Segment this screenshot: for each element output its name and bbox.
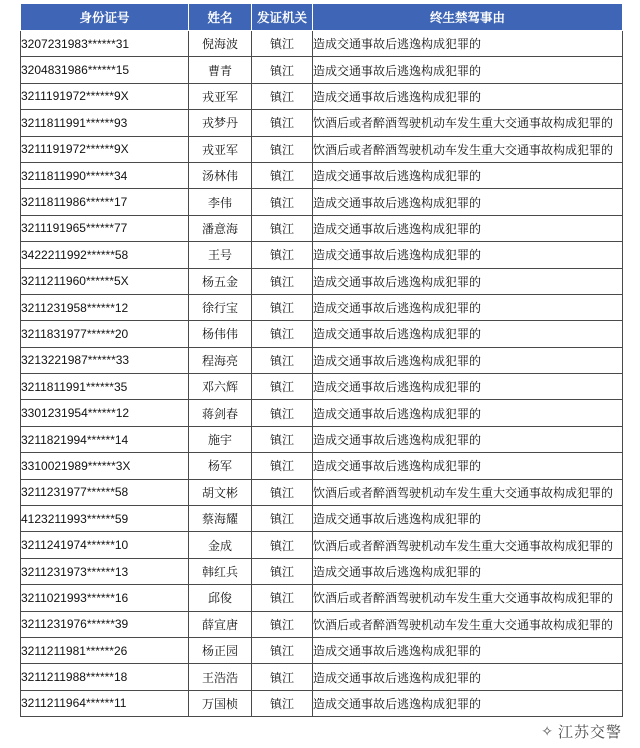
cell-reason: 造成交通事故后逃逸构成犯罪的 <box>313 637 623 663</box>
cell-name: 李伟 <box>189 189 252 215</box>
cell-name: 戎梦丹 <box>189 110 252 136</box>
cell-name: 程海亮 <box>189 347 252 373</box>
table-row <box>21 426 623 452</box>
cell-name: 邱俊 <box>189 585 252 611</box>
cell-org: 镇江 <box>252 532 313 558</box>
table-row <box>21 162 623 188</box>
table-row <box>21 268 623 294</box>
cell-org: 镇江 <box>252 294 313 320</box>
table-header <box>21 4 623 31</box>
table-row <box>21 664 623 690</box>
header-reason: 终生禁驾事由 <box>313 4 623 31</box>
table-row <box>21 690 623 716</box>
cell-org: 镇江 <box>252 347 313 373</box>
cell-reason: 造成交通事故后逃逸构成犯罪的 <box>313 268 623 294</box>
cell-id: 3211231958******12 <box>21 294 189 320</box>
cell-id: 3211231973******13 <box>21 558 189 584</box>
cell-name: 薛宣唐 <box>189 611 252 637</box>
cell-reason: 造成交通事故后逃逸构成犯罪的 <box>313 31 623 57</box>
cell-org: 镇江 <box>252 268 313 294</box>
cell-id: 3211821994******14 <box>21 426 189 452</box>
header-org: 发证机关 <box>252 4 313 31</box>
cell-id: 3211211960******5X <box>21 268 189 294</box>
cell-org: 镇江 <box>252 479 313 505</box>
cell-id: 3204831986******15 <box>21 57 189 83</box>
table-row <box>21 532 623 558</box>
cell-reason: 饮酒后或者醉酒驾驶机动车发生重大交通事故构成犯罪的 <box>313 532 623 558</box>
cell-org: 镇江 <box>252 321 313 347</box>
cell-org: 镇江 <box>252 558 313 584</box>
cell-id: 3301231954******12 <box>21 400 189 426</box>
cell-reason: 饮酒后或者醉酒驾驶机动车发生重大交通事故构成犯罪的 <box>313 585 623 611</box>
cell-name: 徐行宝 <box>189 294 252 320</box>
table-row <box>21 83 623 109</box>
cell-name: 施宇 <box>189 426 252 452</box>
cell-id: 3211811991******93 <box>21 110 189 136</box>
cell-org: 镇江 <box>252 215 313 241</box>
cell-reason: 造成交通事故后逃逸构成犯罪的 <box>313 690 623 716</box>
cell-name: 杨五金 <box>189 268 252 294</box>
cell-reason: 造成交通事故后逃逸构成犯罪的 <box>313 426 623 452</box>
table-body <box>21 31 623 717</box>
cell-reason: 造成交通事故后逃逸构成犯罪的 <box>313 374 623 400</box>
table-row <box>21 453 623 479</box>
table-row <box>21 294 623 320</box>
cell-org: 镇江 <box>252 136 313 162</box>
cell-name: 戎亚军 <box>189 83 252 109</box>
header-row <box>21 4 623 31</box>
cell-id: 3211241974******10 <box>21 532 189 558</box>
cell-id: 3211831977******20 <box>21 321 189 347</box>
cell-org: 镇江 <box>252 690 313 716</box>
cell-name: 杨军 <box>189 453 252 479</box>
header-id: 身份证号 <box>21 4 189 31</box>
cell-id: 3211811990******34 <box>21 162 189 188</box>
driving-ban-table <box>20 3 623 717</box>
wechat-bubble-icon: ✧ <box>541 723 554 740</box>
cell-name: 戎亚军 <box>189 136 252 162</box>
cell-org: 镇江 <box>252 426 313 452</box>
cell-id: 4123211993******59 <box>21 506 189 532</box>
cell-id: 3211231976******39 <box>21 611 189 637</box>
cell-org: 镇江 <box>252 506 313 532</box>
watermark <box>541 721 622 742</box>
cell-id: 3211211964******11 <box>21 690 189 716</box>
cell-reason: 饮酒后或者醉酒驾驶机动车发生重大交通事故构成犯罪的 <box>313 110 623 136</box>
cell-name: 邓六辉 <box>189 374 252 400</box>
cell-id: 3211191965******77 <box>21 215 189 241</box>
table-row <box>21 136 623 162</box>
cell-name: 潘意海 <box>189 215 252 241</box>
table-row <box>21 400 623 426</box>
table-row <box>21 189 623 215</box>
table-row <box>21 374 623 400</box>
cell-id: 3211211981******26 <box>21 637 189 663</box>
cell-name: 韩红兵 <box>189 558 252 584</box>
watermark-text: 江苏交警 <box>557 723 622 741</box>
cell-reason: 造成交通事故后逃逸构成犯罪的 <box>313 294 623 320</box>
cell-reason: 造成交通事故后逃逸构成犯罪的 <box>313 558 623 584</box>
cell-name: 蒋剑春 <box>189 400 252 426</box>
cell-reason: 造成交通事故后逃逸构成犯罪的 <box>313 506 623 532</box>
cell-org: 镇江 <box>252 31 313 57</box>
cell-reason: 造成交通事故后逃逸构成犯罪的 <box>313 162 623 188</box>
cell-org: 镇江 <box>252 189 313 215</box>
cell-org: 镇江 <box>252 611 313 637</box>
cell-org: 镇江 <box>252 57 313 83</box>
cell-org: 镇江 <box>252 242 313 268</box>
cell-org: 镇江 <box>252 585 313 611</box>
cell-reason: 造成交通事故后逃逸构成犯罪的 <box>313 215 623 241</box>
cell-org: 镇江 <box>252 637 313 663</box>
cell-reason: 造成交通事故后逃逸构成犯罪的 <box>313 400 623 426</box>
table-row <box>21 558 623 584</box>
cell-name: 杨正园 <box>189 637 252 663</box>
cell-org: 镇江 <box>252 83 313 109</box>
cell-id: 3213221987******33 <box>21 347 189 373</box>
cell-reason: 饮酒后或者醉酒驾驶机动车发生重大交通事故构成犯罪的 <box>313 611 623 637</box>
cell-name: 曹青 <box>189 57 252 83</box>
table-row <box>21 637 623 663</box>
table-row <box>21 31 623 57</box>
cell-id: 3211231977******58 <box>21 479 189 505</box>
cell-name: 胡文彬 <box>189 479 252 505</box>
table-row <box>21 57 623 83</box>
cell-org: 镇江 <box>252 374 313 400</box>
table-row <box>21 347 623 373</box>
table-row <box>21 611 623 637</box>
cell-id: 3211811986******17 <box>21 189 189 215</box>
header-name: 姓名 <box>189 4 252 31</box>
cell-reason: 造成交通事故后逃逸构成犯罪的 <box>313 347 623 373</box>
cell-org: 镇江 <box>252 664 313 690</box>
cell-reason: 造成交通事故后逃逸构成犯罪的 <box>313 83 623 109</box>
cell-org: 镇江 <box>252 400 313 426</box>
cell-name: 蔡海耀 <box>189 506 252 532</box>
table-row <box>21 321 623 347</box>
cell-org: 镇江 <box>252 453 313 479</box>
table-row <box>21 110 623 136</box>
cell-id: 3207231983******31 <box>21 31 189 57</box>
cell-id: 3310021989******3X <box>21 453 189 479</box>
cell-id: 3211191972******9X <box>21 136 189 162</box>
cell-org: 镇江 <box>252 162 313 188</box>
cell-reason: 造成交通事故后逃逸构成犯罪的 <box>313 189 623 215</box>
cell-name: 金成 <box>189 532 252 558</box>
table-row <box>21 215 623 241</box>
cell-reason: 造成交通事故后逃逸构成犯罪的 <box>313 453 623 479</box>
cell-name: 万国桢 <box>189 690 252 716</box>
cell-reason: 饮酒后或者醉酒驾驶机动车发生重大交通事故构成犯罪的 <box>313 136 623 162</box>
cell-id: 3211211988******18 <box>21 664 189 690</box>
cell-name: 王号 <box>189 242 252 268</box>
cell-name: 汤林伟 <box>189 162 252 188</box>
cell-id: 3211021993******16 <box>21 585 189 611</box>
cell-id: 3211811991******35 <box>21 374 189 400</box>
cell-reason: 造成交通事故后逃逸构成犯罪的 <box>313 321 623 347</box>
cell-name: 杨伟伟 <box>189 321 252 347</box>
cell-name: 倪海波 <box>189 31 252 57</box>
cell-id: 3422211992******58 <box>21 242 189 268</box>
table-row <box>21 479 623 505</box>
cell-reason: 造成交通事故后逃逸构成犯罪的 <box>313 242 623 268</box>
cell-reason: 造成交通事故后逃逸构成犯罪的 <box>313 664 623 690</box>
cell-reason: 造成交通事故后逃逸构成犯罪的 <box>313 57 623 83</box>
cell-org: 镇江 <box>252 110 313 136</box>
cell-id: 3211191972******9X <box>21 83 189 109</box>
cell-reason: 饮酒后或者醉酒驾驶机动车发生重大交通事故构成犯罪的 <box>313 479 623 505</box>
table-row <box>21 506 623 532</box>
table-row <box>21 585 623 611</box>
cell-name: 王浩浩 <box>189 664 252 690</box>
table-row <box>21 242 623 268</box>
